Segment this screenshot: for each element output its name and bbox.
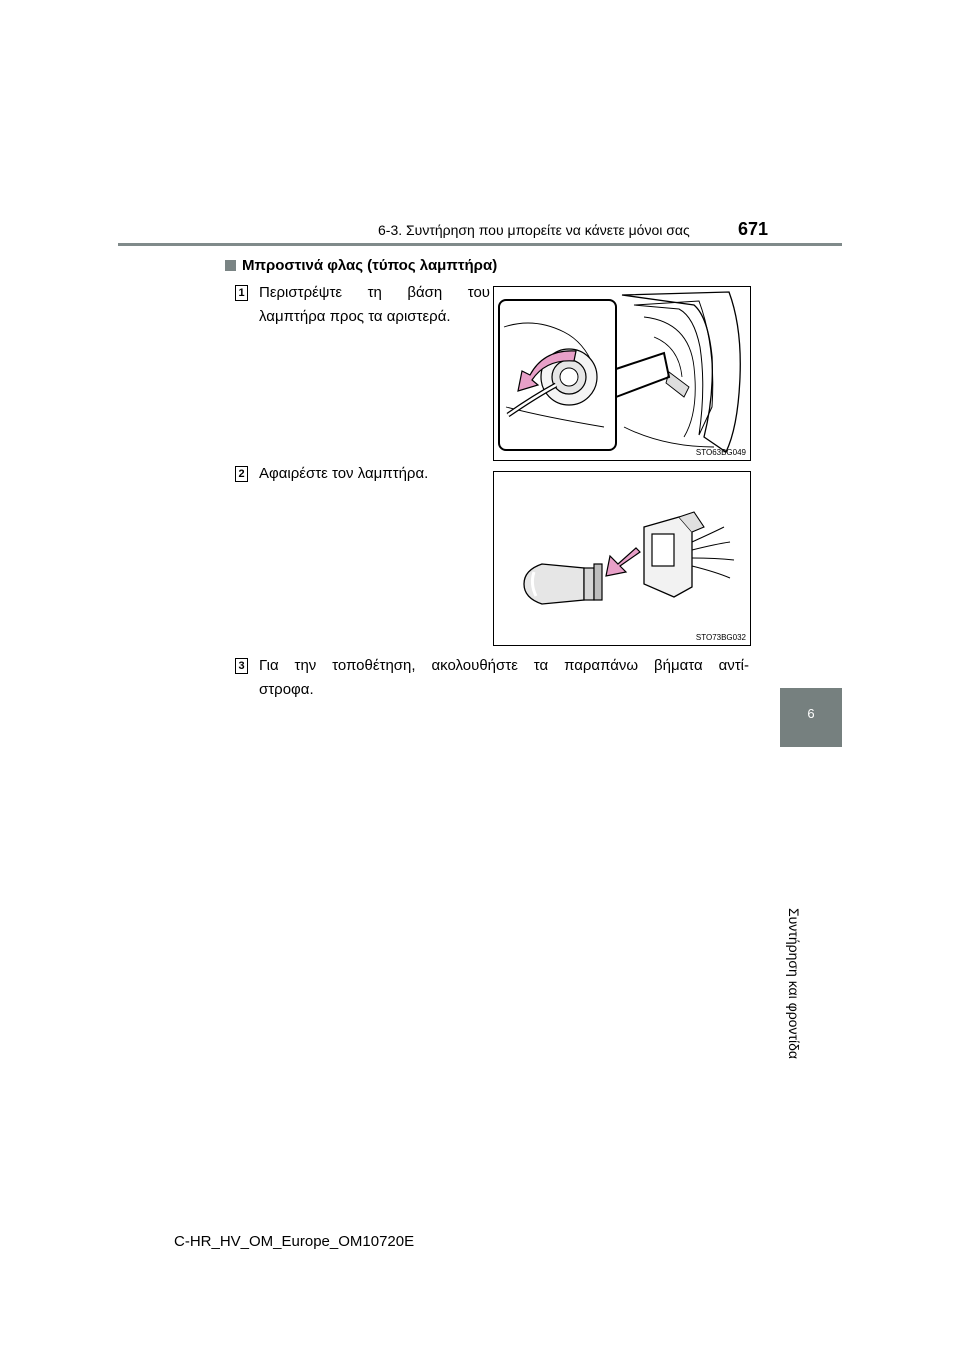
section-heading-text: Μπροστινά φλας (τύπος λαμπτήρα) xyxy=(242,257,498,274)
page-number: 671 xyxy=(738,219,769,239)
headlamp-illustration-icon xyxy=(494,287,750,460)
figure-code-1: STO63BG049 xyxy=(695,448,746,457)
chapter-label: Συντήρηση και φροντίδα xyxy=(786,908,802,1059)
chapter-number: 6 xyxy=(807,706,815,721)
step-3-line-2: στροφα. xyxy=(259,681,314,698)
section-heading xyxy=(225,257,497,274)
step-3-badge: 3 xyxy=(235,658,248,674)
chapter-tab xyxy=(780,688,842,747)
step-3-line-1: Για την τοποθέτηση, ακολουθήστε τα παραπάνω βήματα αντί- xyxy=(259,657,749,674)
step-1-line-2: λαμπτήρα προς τα αριστερά. xyxy=(259,308,451,325)
running-header-title: 6-3. Συντήρηση που μπορείτε να κάνετε μόνοι σας xyxy=(378,222,690,238)
bulb-illustration-icon xyxy=(494,472,750,645)
figure-bulb-base-rotate xyxy=(493,286,751,461)
square-bullet-icon xyxy=(225,260,236,271)
step-1-line-1: Περιστρέψτε τη βάση του xyxy=(259,284,490,301)
step-1-badge: 1 xyxy=(235,285,248,301)
figure-bulb-remove xyxy=(493,471,751,646)
figure-code-2: STO73BG032 xyxy=(695,633,746,642)
step-2-badge: 2 xyxy=(235,466,248,482)
step-2-line-1: Αφαιρέστε τον λαμπτήρα. xyxy=(259,465,429,482)
document-code: C-HR_HV_OM_Europe_OM10720E xyxy=(174,1233,415,1250)
header-rule xyxy=(118,243,842,246)
